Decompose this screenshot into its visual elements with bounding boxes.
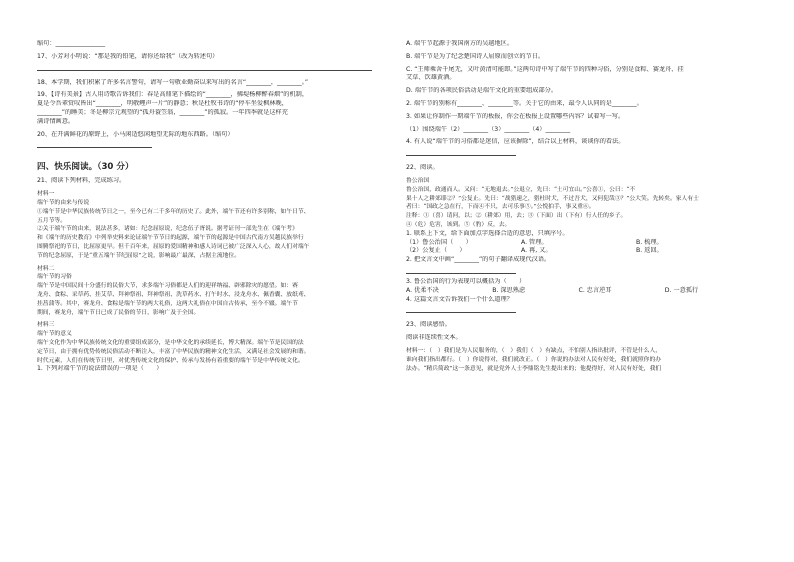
q23-subtitle: 阅读非连续性文本。 [406,334,462,342]
q21-option-a: A. 端午节起源于我国南方的吴越地区。 [406,40,514,47]
material-2-line: 端午节是中国民间十分盛行的民俗大节，求多端午习俗都是人们的迎祥纳福、辟邪除灾的愿望。如：赛 [37,283,298,290]
classical-text-line: 者曰：“国政之急在行，下而④不只，去可乐事⑤。”公悦拍手，事又重⑥。 [406,204,595,211]
q22-sub1-option: B. 梳理。 [636,238,663,246]
material-3-line: 时代元素，人们在传统节日里，对优秀传统文化的保护、传承与发扬有着重要的端午节是中华传统文化。 [37,357,304,364]
section-heading-reading: 四、快乐阅读。（30 分） [37,162,134,173]
q21-sub2-prompt: 2. 端午节的别称有________、________等。关于它的由来，最令人认同的是________。 [406,99,643,107]
classical-text-line: 果十人之耕郊耶②？”公复止。先曰：“战猎速之，猎杜时犬，不过吾犬，又何犯哉③？”公大笑。先转矣。家人有士 [406,195,699,202]
q21-sub4-prompt: 4. 有人说“端午节的习俗都是迷信，应该摒除”，结合以上材料，谈谈你的看法。 [406,138,625,146]
q19-line-4: 满诗情画意。 [37,117,75,125]
material-3-title: 端午节的意义 [37,331,72,338]
q23-material-line: 谁向我们指出都行。（ ）你说得对，我们就改正。（ ）你说的办法对人民有好处，我们就照你的办 [406,356,662,363]
material-3-line: 端午文化作为中华民族传统文化的重要组成部分，是中华文化的承续延长，博大精深。端午节是民国的法 [37,339,304,346]
material-2-line: 期间，赛龙舟，端午节日已成了民俗的节日，影响广及于全国。 [37,309,200,316]
q21-option-d: D. 端午节的各项民俗活动是端午文化的重要组成部分。 [406,87,558,95]
q23-prompt: 23、阅读感悟。 [406,321,451,329]
material-1-line: ②关于端午节的由来，说法甚多，诸如：纪念屈原说，纪念伍子胥说。据考证刊一部先生在《端午考》 [37,226,298,233]
q19-line-1: 19、【诗有美景】古人用诗歌告诉我们：春是高鼎笔下描绘的“________，拂堤杨柳醉春烟”的机制， [37,91,309,99]
q21-prompt: 21、阅读下列材料，完成练习。 [37,177,126,185]
annotation-line-2: ④（危）危害，该到。⑤（豹）反，去。 [406,221,511,228]
q19-line-2: 夏是令吾辈赏叹皆出“________，明敬鲤声一片”的静意；秋是杜牧书诗的“停车坐爱枫林晚， [37,100,288,108]
q22-sub1-row-2 [406,247,751,256]
q22-sub1-prompt: 1. 联系上下文，给下面加点字选择合适的意思，只填序号。 [406,229,569,237]
q22-sub1-item: （2）公复止（ ） [406,247,466,255]
q21-sub3-prompt: 3. 如果让你制作一期端午节的板报，你会在板报上设置哪些内容？试着写一写。 [406,112,625,120]
material-1-line: 节的纪念屈原，于是“重五端午节纪屈原”之说，影响最广最深，占据主流地位。 [37,252,241,259]
q19-line-3: ________”的睡美；冬是柳宗元观望的“孤舟蓑笠翁，________”的孤寂。一年四季就是这样充 [37,108,288,116]
q21-option-b: B. 端午节是为了纪念楚国诗人屈原而创立的节日。 [406,52,545,60]
q22-sub3-option: A. 优柔不决 [406,286,439,294]
q20-prompt: 20、在开满鲜花的原野上，小马闲适悠闲地望无际的地东西路。（缩句） [37,130,234,138]
material-1-line: ①端午节是中华民族传统节日之一，至今已有二千多年的历史了。此外，端午节还有许多别称，如午日节、 [37,208,310,215]
material-2-label: 材料二 [37,265,55,272]
left-column [37,40,372,374]
q17-prompt: 17、小芳对小明说：“那是我的铅笔，请你还给我”（改为转述句） [37,52,219,60]
material-2-line: 挂菖蒲等。其中，赛龙舟、食粽是端午节的两大礼俗，这两大礼俗在中国自古传承，至今不辍。端午节 [37,300,298,307]
material-1-line: 五月节等。 [37,217,66,224]
material-1-title: 端午节的由来与传说 [37,199,90,206]
q22-prompt: 22、阅读。 [406,164,439,172]
q23-material-line: 材料一：（ ）我们是为人民服务的，（ ）我们（ ）有缺点，不怕别人指出批评，不管是什么人， [406,347,662,354]
q22-sub3-option: B. 深思熟虑 [492,286,526,294]
material-2-title: 端午节的习俗 [37,274,72,281]
annotation-line-1: 注释：①（喜）请问，以；②（耕郊）用，去；③（下面）出（下有）行人任的乡子。 [406,213,627,220]
right-column [406,40,751,373]
q22-sub1-option: A. 再, 又。 [521,247,552,255]
q21-sub3-answers: （1）围绕端午（2）________（3）________（4）________ [406,125,571,133]
material-1-line: 图腾祭祀的节日，比屈原更早。但千百年来，屈原的爱国精神和感人诗词已被广泛深入人心，故人们对端午 [37,243,310,250]
q22-sub1-option: A. 管理。 [521,238,548,246]
q21-option-c-cont: 艾草、饮雄黄酒。 [406,74,456,82]
material-3-line: 定节日，由于拥有优势传统民俗活动不断注入，丰富了中华民族的精神文化生活，又满足社会发展的和谐。 [37,348,310,355]
q22-sub3-option: C. 忠言逆耳 [578,286,612,294]
q22-sub2-prompt: 2. 把文言文中画“________”的句子翻译成现代汉语。 [406,256,551,264]
q22-sub3-options [406,287,751,296]
material-3-label: 材料三 [37,322,55,329]
q22-sub1-item: （1）鲁公治国（ ） [406,238,472,246]
q16-abbreviation-line: 缩句：________________ [37,40,106,47]
q23-material-line: 法办。“精兵简政”这一条意见，就是党外人士李鼎铭先生提出来的；他提得好，对人民有好处，我们 [406,365,662,372]
material-1-line: 和《端午的历史教育》中列举史料来论证端午节节日的起源，端午节的起源是中国古代南方吴越民族举行 [37,235,304,242]
q22-sub3-option: D. 一意孤行 [664,286,699,294]
classical-text-title: 鲁公治国 [406,177,430,184]
q22-sub4-prompt: 4. 这篇文言文告诉我们一个什么道理？ [406,295,513,303]
material-2-line: 龙舟、食粽、采草药、挂艾草、拜神祭祖、拜神祭祖、洗草药水、打午时水、浸龙舟水、佩香囊、放纸鸢、 [37,291,310,298]
classical-text-line: 鲁公治国，政通而人。又问：“无地退去。”公退立，先曰：“土可宜山。”公喜①，公曰：“不 [406,186,636,193]
q22-sub3-prompt: 3. 鲁公治国的行为表现可以概括为（ ） [406,277,526,285]
q18-prompt: 18、本学期，我们积累了许多名言警句，请写一句敬业勤奋以来写出的名言“________，________。” [37,78,309,86]
q22-sub1-option: B. 返回。 [636,247,663,255]
material-1-label: 材料一 [37,191,55,198]
q21-sub1-prompt: 1. 下列对端午节的说法错误的一项是（ ） [37,365,163,373]
q21-option-c: C. “王师乘舍千尾无，又叶黄清可能即。”这两句诗中写了端午节的四种习俗，分别是食粽、赛龙舟、挂 [406,65,684,73]
